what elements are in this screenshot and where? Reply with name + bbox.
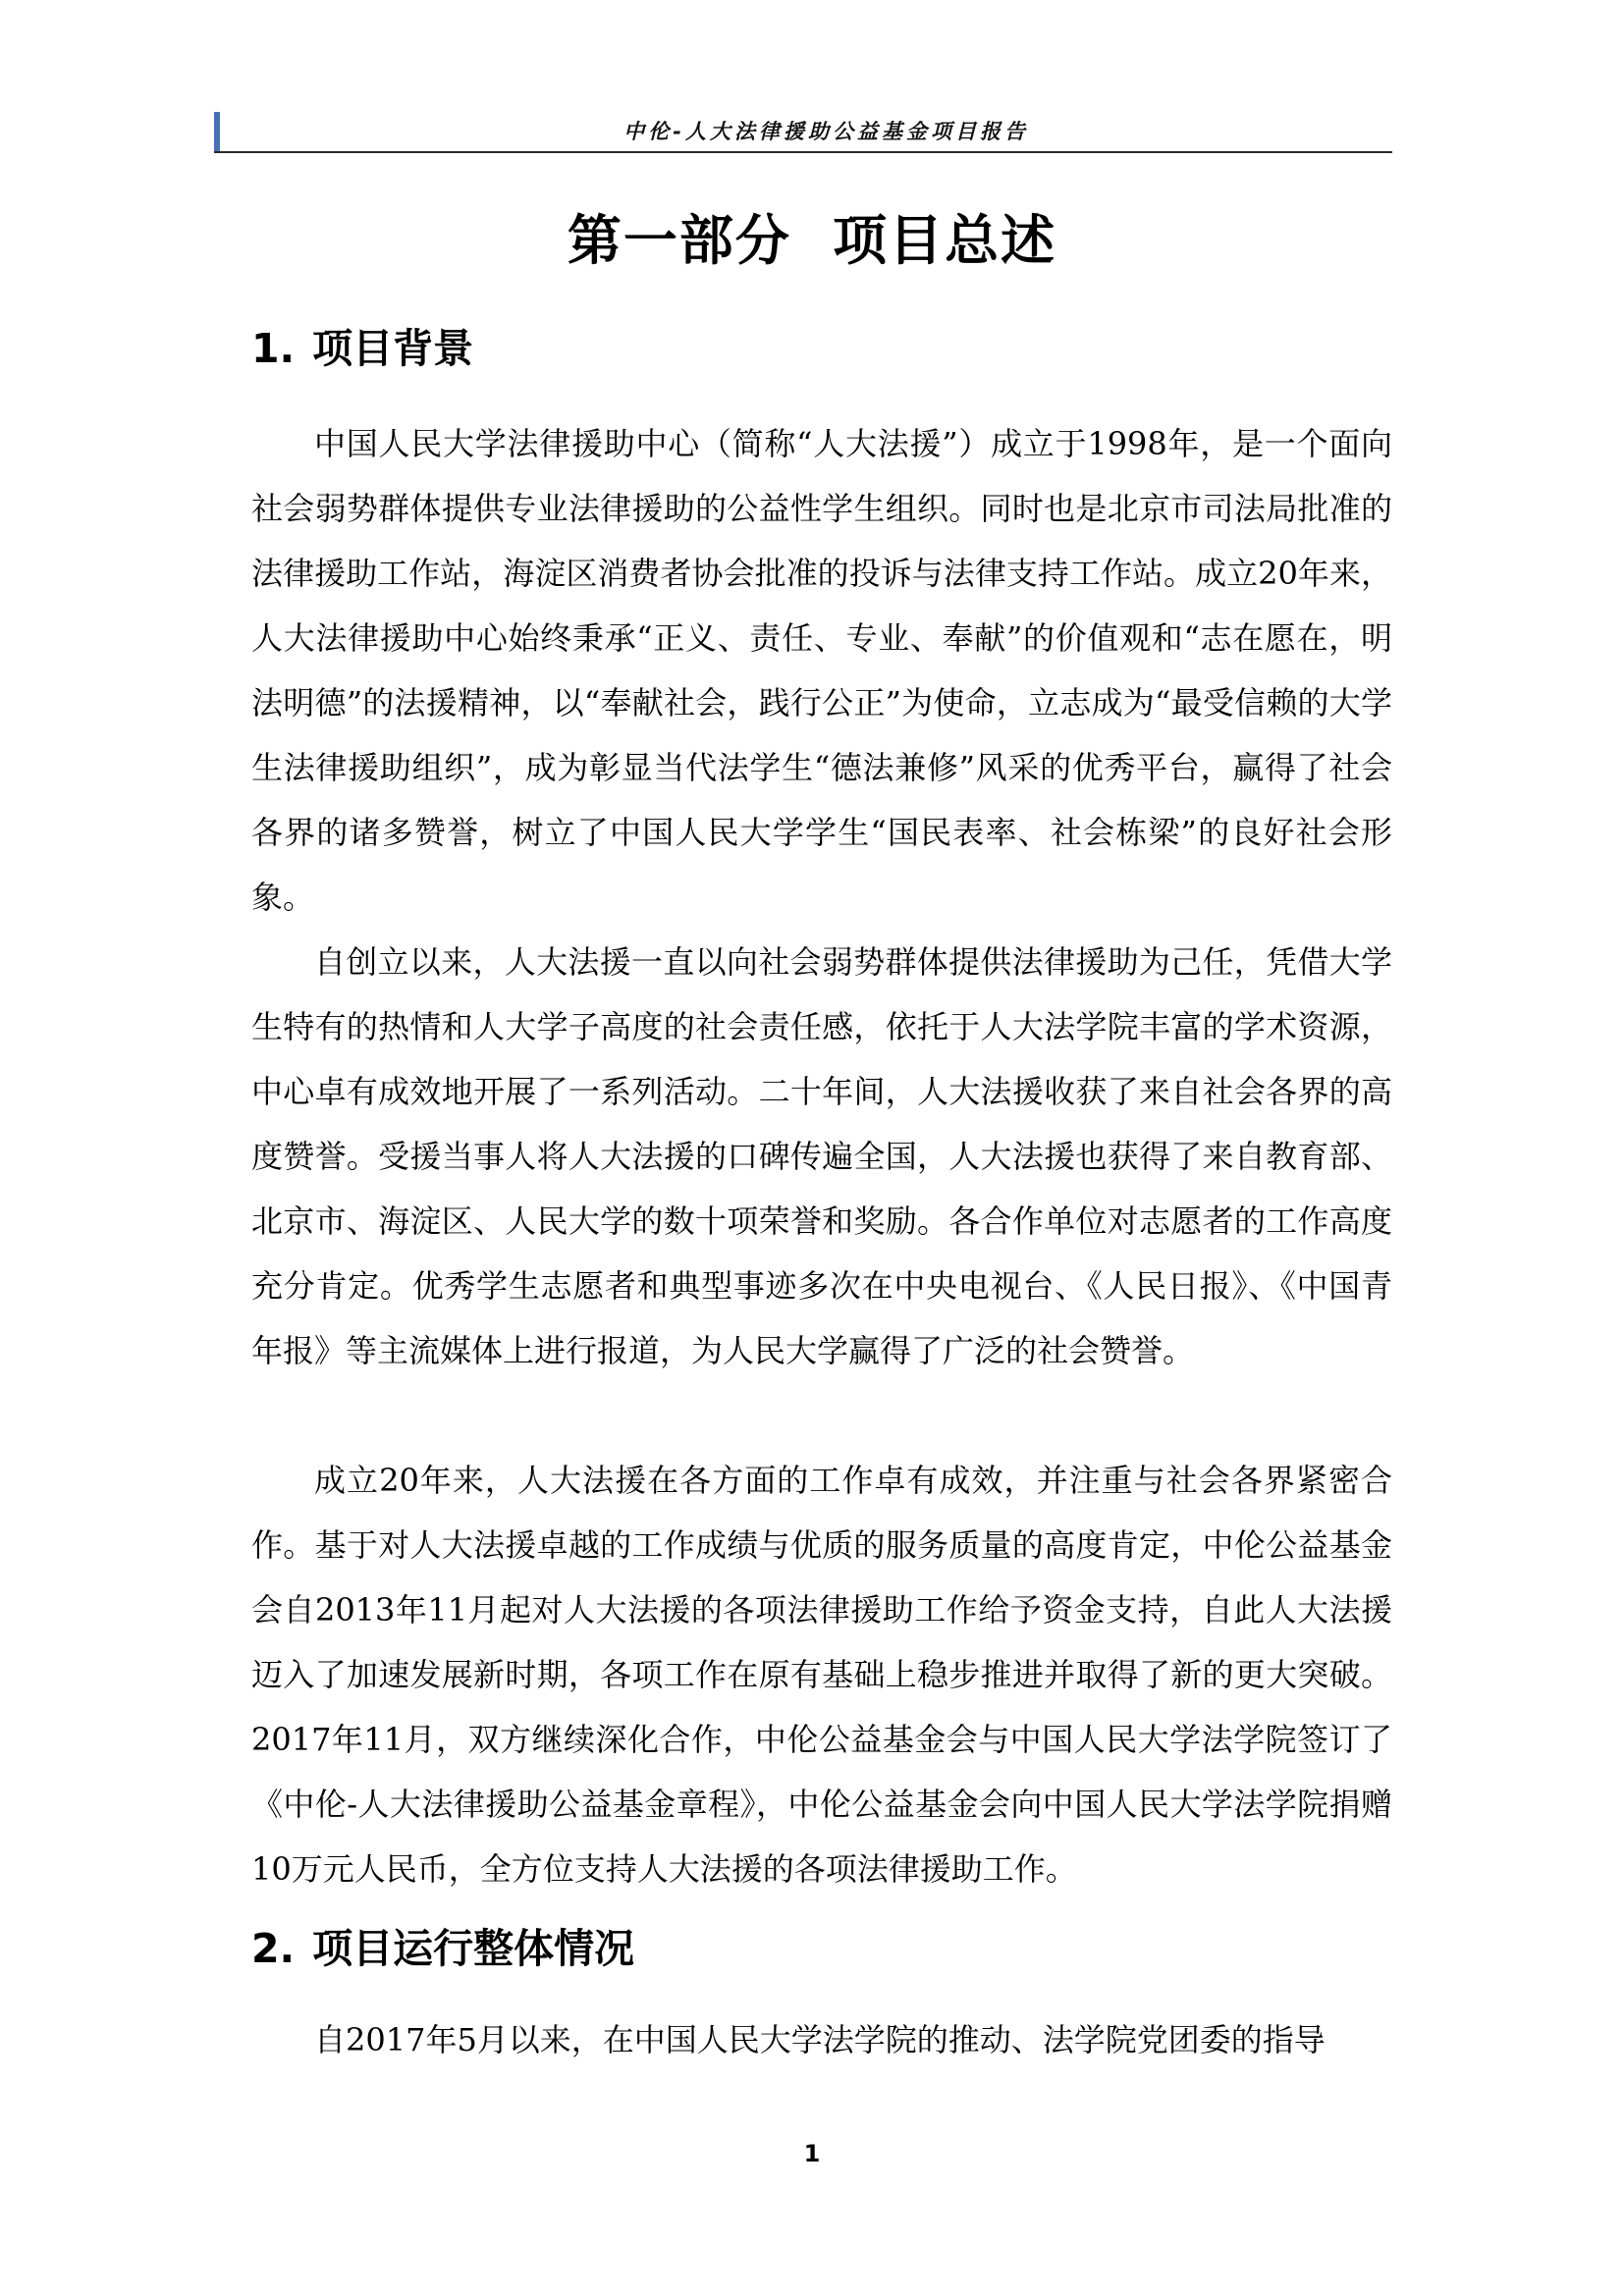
paragraph-block [251,411,1392,930]
section-heading-background [251,319,473,378]
body-paragraph: 成立20年来，人大法援在各方面的工作卓有成效，并注重与社会各界紧密合作。基于对人大法援卓越的工作成绩与优质的服务质量的高度肯定，中伦公益基金会自2013年11月起对人大法援的各项法律援助工作给予资金支持，自此人大法援迈入了加速发展新时期，各项工作在原有基础上稳步推进并取得了新的更大突破。2017年11月，双方继续深化合作，中伦公益基金会与中国人民大学法学院签订了《中伦-人大法律援助公益基金章程》，中伦公益基金会向中国人民大学法学院捐赠10万元人民币，全方位支持人大法援的各项法律援助工作。 [251,1462,1392,1888]
paragraph-block [251,2007,1392,2072]
section-number: 1. [251,325,296,372]
section-number: 2. [251,1925,296,1972]
page-title: 第一部分 项目总述 [567,209,1057,272]
paragraph-block [251,1448,1392,1901]
page-number: 1 [803,2140,821,2167]
paragraph-block [251,930,1392,1383]
body-paragraph: 自2017年5月以来，在中国人民大学法学院的推动、法学院党团委的指导 [314,2021,1326,2058]
header-title: 中伦-人大法律援助公益基金项目报告 [623,120,1029,143]
section-heading-overview [251,1919,634,1978]
body-paragraph: 中国人民大学法律援助中心（简称“人大法援”）成立于1998年，是一个面向社会弱势群体提供专业法律援助的公益性学生组织。同时也是北京市司法局批准的法律援助工作站，海淀区消费者协会批准的投诉与法律支持工作站。成立20年来，人大法律援助中心始终秉承“正义、责任、专业、奉献”的价值观和“志在愿在，明法明德”的法援精神，以“奉献社会，践行公正”为使命，立志成为“最受信赖的大学生法律援助组织”，成为彰显当代法学生“德法兼修”风采的优秀平台，赢得了社会各界的诸多赞誉，树立了中国人民大学学生“国民表率、社会栋梁”的良好社会形象。 [251,425,1392,916]
page-header [214,110,1392,153]
header-accent-bar [214,112,220,151]
section-title: 项目运行整体情况 [312,1925,635,1972]
section-title: 项目背景 [312,325,474,372]
body-paragraph: 自创立以来，人大法援一直以向社会弱势群体提供法律援助为己任，凭借大学生特有的热情和人大学子高度的社会责任感，依托于人大法学院丰富的学术资源，中心卓有成效地开展了一系列活动。二十年间，人大法援收获了来自社会各界的高度赞誉。受援当事人将人大法援的口碑传遍全国，人大法援也获得了来自教育部、北京市、海淀区、人民大学的数十项荣誉和奖励。各合作单位对志愿者的工作高度充分肯定。优秀学生志愿者和典型事迹多次在中央电视台、《人民日报》、《中国青年报》等主流媒体上进行报道，为人民大学赢得了广泛的社会赞誉。 [251,943,1392,1369]
